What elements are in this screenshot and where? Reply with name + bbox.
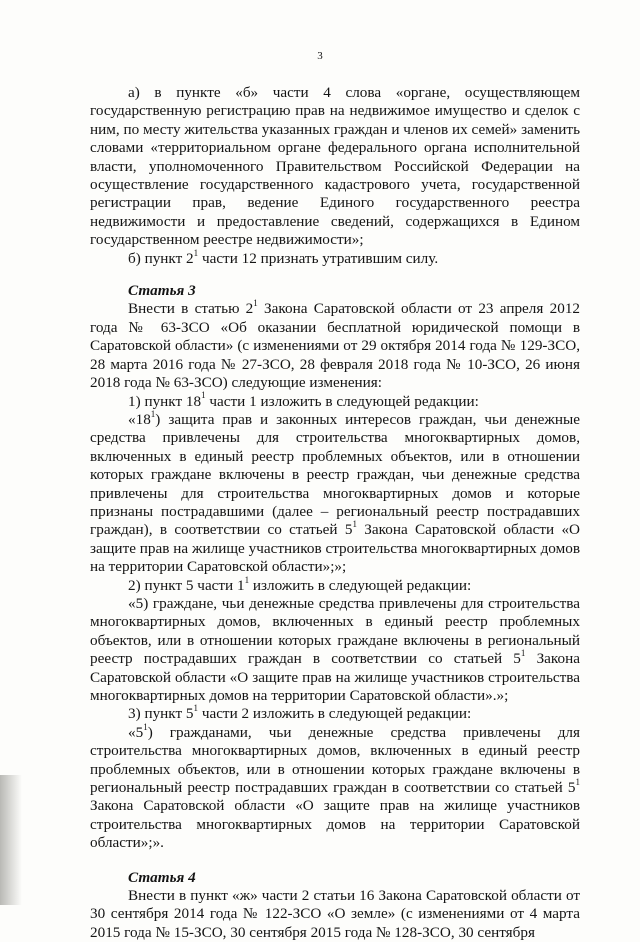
article-3-heading: Статья 3 [128,282,196,300]
article-3-item-2: 2) пункт 5 части $1^1$ изложить в следующей редакции: [128,574,472,594]
article-3-item-3: 3) пункт $5^1$ части 2 изложить в следующей редакции: [128,703,472,723]
article-4-heading: Статья 4 [128,868,196,886]
page-number: 3 [317,50,323,62]
document-body [90,84,580,942]
paragraph-item-b: б) пункт $2^1$ части 12 признать утратившим силу. [128,247,439,267]
scan-shadow-edge [0,775,22,905]
article-3-quote-3: «$5^1$) гражданами, чьи денежные средства привлечены для строительства многоквартирных домов, включенных в единый реестр проблемных объектов, или в отношении которых граждане включены в региональный реестр пострадавших граждан в соответствии со статьей $5^1$ Закона Саратовской области «О защите прав на жилище участников строительства многоквартирных домов на территории Саратовской области»;». [90,721,580,852]
paragraph-item-a: а) в пункте «б» части 4 слова «органе, осуществляющем государственную регистрацию прав на недвижимое имущество и сделок с ним, по месту жительства указанных граждан и членов их семей» заменить словами «территориальном органе федерального органа исполнительной власти, уполномоченного Правительством Российской Федерации на осуществление государственного кадастрового учета, государственной регистрации прав, ведение Единого государственного реестра недвижимости и предоставление сведений, содержащихся в Едином государственном реестре недвижимости»; [90,84,580,249]
article-4-intro: Внести в пункт «ж» части 2 статьи 16 Закона Саратовской области от 30 сентября 2014 года № 122-ЗСО «О земле» (с изменениями от 4 марта 2015 года № 15-ЗСО, 30 сентября 2015 года № 128-ЗСО, 30 сентября [90,887,580,941]
article-3-item-1: 1) пункт $18^1$ части 1 изложить в следующей редакции: [128,390,479,410]
article-3-quote-2: «5) граждане, чьи денежные средства привлечены для строительства многоквартирных домов, включенных в единый реестр проблемных объектов, или в отношении которых граждане включены в региональный реестр пострадавших граждан в соответствии со статьей $5^1$ Закона Саратовской области «О защите прав на жилище участников строительства многоквартирных домов на территории Саратовской области».»; [90,594,580,704]
article-3-intro: Внести в статью $2^1$ Закона Саратовской области от 23 апреля 2012 года № 63-ЗСО «Об оказании бесплатной юридической помощи в Саратовской области» (с изменениями от 29 октября 2014 года № 129-ЗСО, 28 марта 2016 года № 27-ЗСО, 28 февраля 2018 года № 10-ЗСО, 26 июня 2018 года № 63-ЗСО) следующие изменения: [90,298,581,392]
article-3-quote-1: «$18^1$) защита прав и законных интересов граждан, чьи денежные средства привлечены для строительства многоквартирных домов, включенных в единый реестр проблемных объектов, или в отношении которых граждане включены в реестр граждан, чьи денежные средства привлечены для строительства многоквартирных домов и которые признаны пострадавшими (далее – региональный реестр пострадавших граждан), в соответствии со статьей $5^1$ Закона Саратовской области «О защите прав на жилище участников строительства многоквартирных домов на территории Саратовской области»;»; [90,408,581,576]
